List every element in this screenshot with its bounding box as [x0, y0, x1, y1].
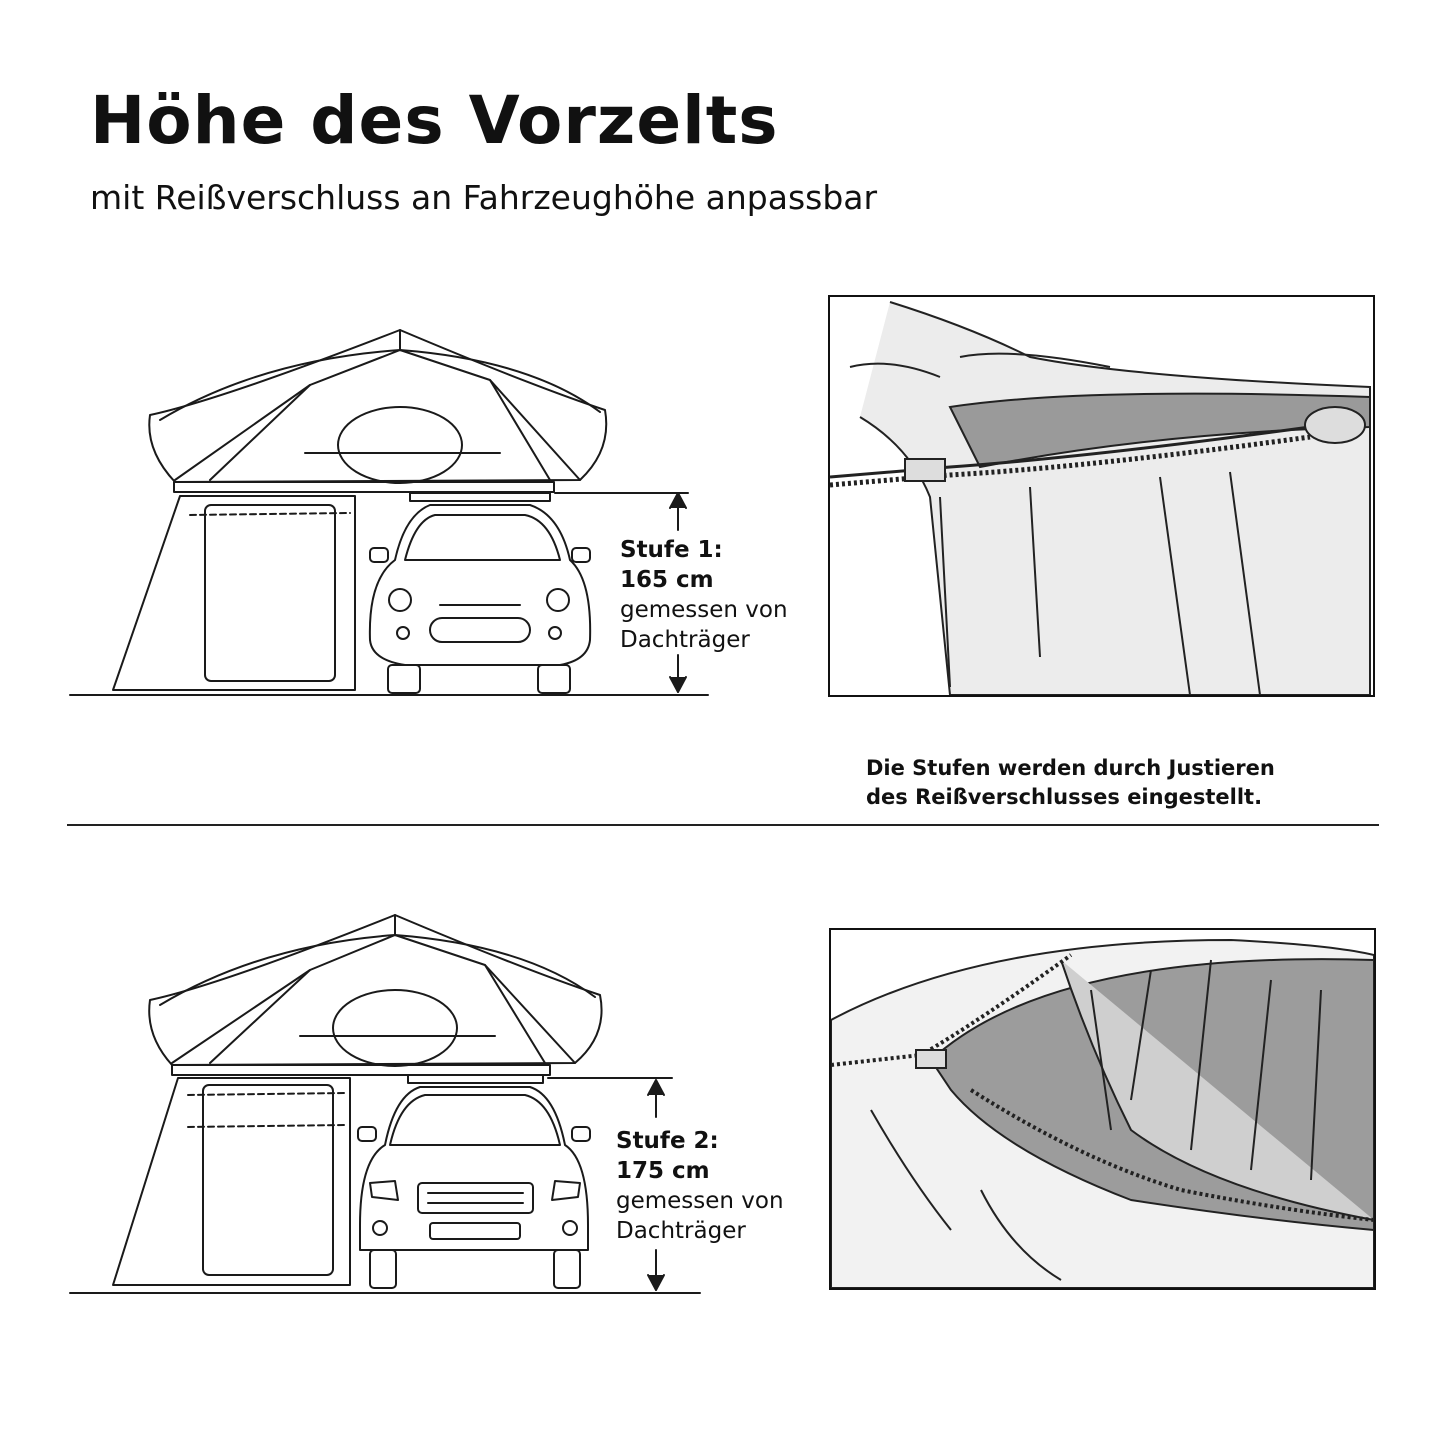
adjustment-note	[866, 754, 1275, 812]
suv-front-icon	[358, 1075, 590, 1288]
step2-label	[616, 1126, 784, 1246]
step2-measure-line2: Dachträger	[616, 1218, 746, 1244]
rooftop-tent-icon	[149, 915, 601, 1075]
awning-wall-icon	[113, 496, 355, 690]
step2-name: Stufe 2:	[616, 1128, 719, 1154]
section-divider	[67, 824, 1379, 826]
page-subtitle: mit Reißverschluss an Fahrzeughöhe anpassbar	[90, 178, 878, 217]
step2-measure-line1: gemessen von	[616, 1188, 784, 1214]
zipper-closeup-icon	[830, 297, 1373, 695]
note-line1: Die Stufen werden durch Justieren	[866, 756, 1275, 780]
rooftop-tent-icon	[149, 330, 606, 492]
zipper-closeup-icon	[831, 930, 1374, 1288]
step1-measure-line1: gemessen von	[620, 597, 788, 623]
step2-height: 175 cm	[616, 1158, 710, 1184]
note-line2: des Reißverschlusses eingestellt.	[866, 785, 1263, 809]
car-front-icon	[370, 493, 590, 693]
step1-label	[620, 535, 788, 655]
zipper-closeup-1	[828, 295, 1375, 697]
step1-height: 165 cm	[620, 567, 714, 593]
page-title: Höhe des Vorzelts	[90, 82, 779, 159]
zipper-closeup-2	[829, 928, 1376, 1290]
awning-wall-icon	[113, 1078, 350, 1285]
step1-name: Stufe 1:	[620, 537, 723, 563]
step1-measure-line2: Dachträger	[620, 627, 750, 653]
